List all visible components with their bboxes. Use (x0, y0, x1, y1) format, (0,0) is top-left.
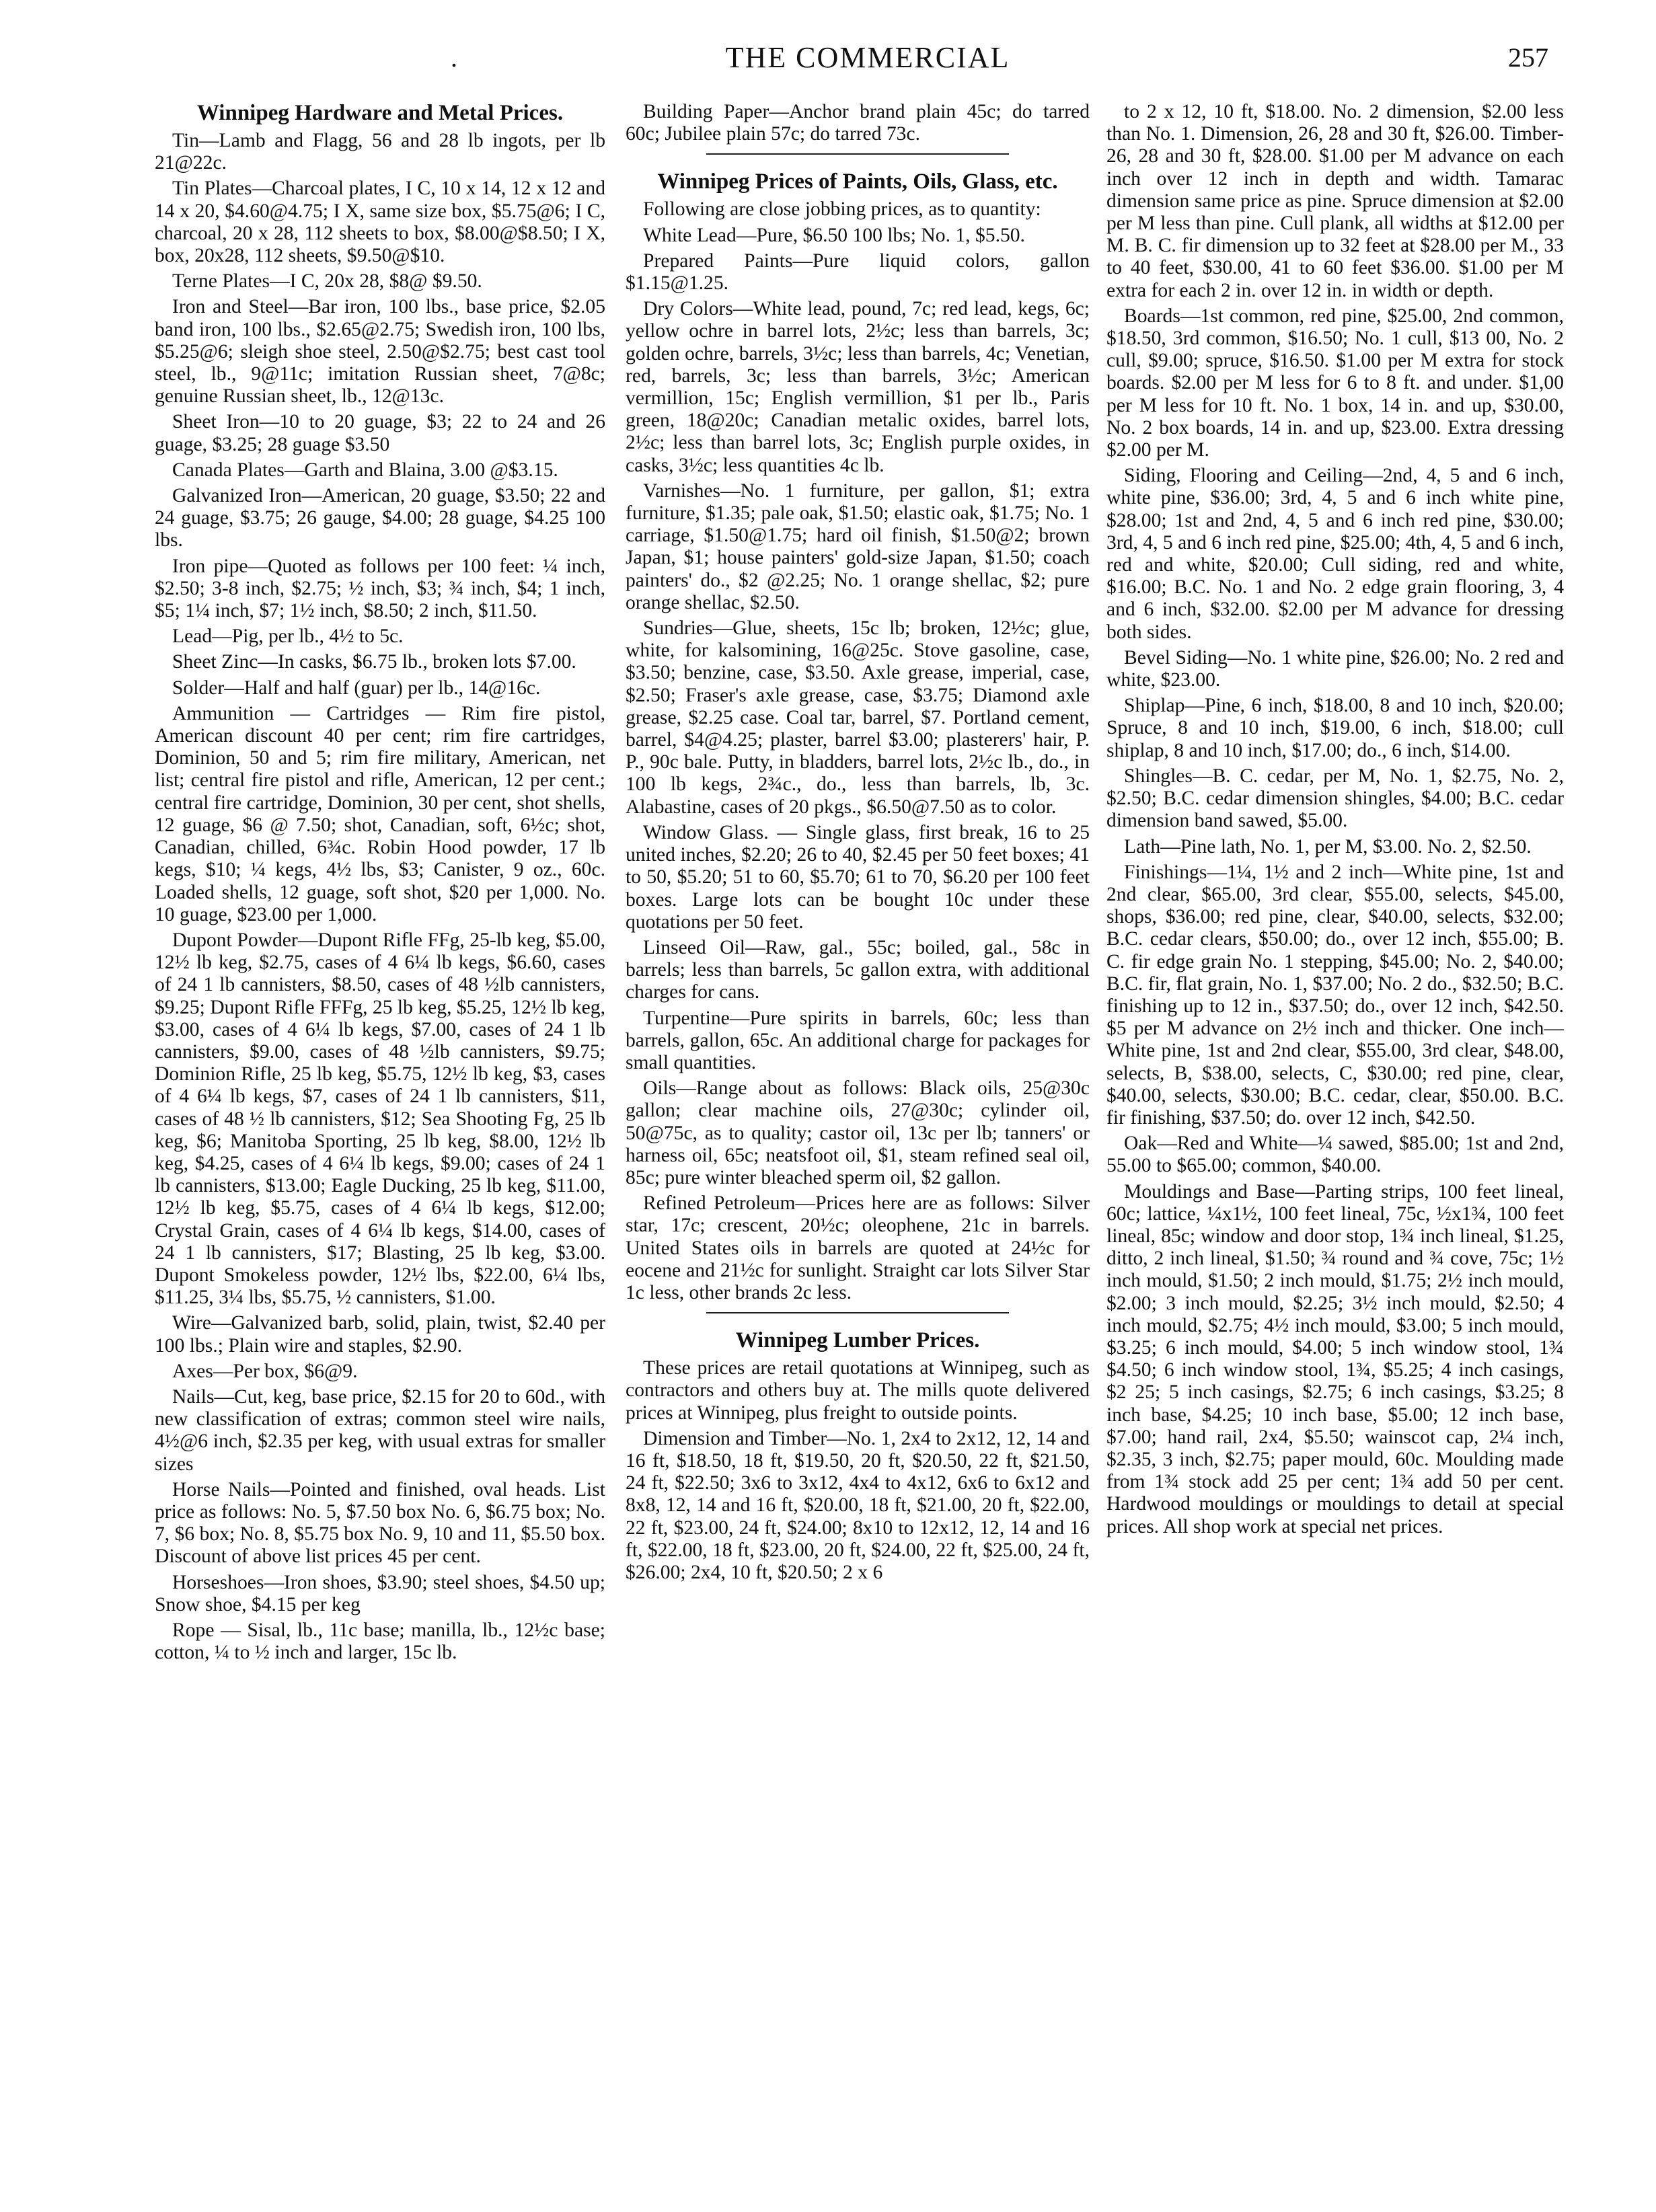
price-paragraph: Nails—Cut, keg, base price, $2.15 for 20 to 60d., with new classification of extras; common steel wire nails, 4½@6 inch, $2.35 per keg, with usual extras for smaller sizes (155, 1385, 605, 1475)
price-paragraph: Turpentine—Pure spirits in barrels, 60c; less than barrels, gallon, 65c. An additional charge for packages for small quantities. (626, 1007, 1090, 1073)
paints-prices-section (626, 198, 1090, 1304)
price-paragraph: Horse Nails—Pointed and finished, oval heads. List price as follows: No. 5, $7.50 box No. 6, $6.75 box; No. 7, $6 box; No. 8, $5.75 box No. 9, 10 and 11, $5.50 box. Discount of above list prices 45 per cent. (155, 1478, 605, 1568)
price-paragraph: Dry Colors—White lead, pound, 7c; red lead, kegs, 6c; yellow ochre in barrel lots, 2½c; less than barrels, 3c; golden ochre, barrels, 3½c; less than barrels, 4c; Venetian, red, barrels, 3c; less than barrels, 3½c; American vermillion, 15c; English vermillion, $1 per lb., Paris green, 18@20c; Canadian metalic oxides, barrel lots, 2½c; less than barrel lots, 3c; English purple oxides, in casks, 3½c; less quantities 4c lb. (626, 298, 1090, 476)
price-paragraph: Canada Plates—Garth and Blaina, 3.00 @$3.15. (172, 459, 558, 481)
price-paragraph: Rope — Sisal, lb., 11c base; manilla, lb., 12½c base; cotton, ¼ to ½ inch and larger, 15c lb. (155, 1619, 605, 1664)
building-paper-paragraph: Building Paper—Anchor brand plain 45c; do tarred 60c; Jubilee plain 57c; do tarred 73c. (626, 101, 1090, 145)
price-paragraph: Lead—Pig, per lb., 4½ to 5c. (172, 625, 404, 648)
price-paragraph: Sheet Zinc—In casks, $6.75 lb., broken lots $7.00. (172, 651, 576, 673)
price-paragraph: Tin Plates—Charcoal plates, I C, 10 x 14, 12 x 12 and 14 x 20, $4.60@4.75; I X, same size box, $5.75@6; I C, charcoal, 20 x 28, 112 sheets to box, $8.00@$8.50; I X, box, 20x28, 112 sheets, $9.50@$10. (155, 178, 605, 267)
section-divider (706, 1312, 1009, 1313)
price-paragraph: Galvanized Iron—American, 20 guage, $3.50; 22 and 24 guage, $3.75; 26 gauge, $4.00; 28 guage, $4.25 100 lbs. (155, 485, 605, 551)
price-paragraph: Solder—Half and half (guar) per lb., 14@16c. (172, 677, 541, 699)
price-paragraph: Wire—Galvanized barb, solid, plain, twist, $2.40 per 100 lbs.; Plain wire and staples, $2.90. (155, 1312, 605, 1357)
price-paragraph: White Lead—Pure, $6.50 100 lbs; No. 1, $5.50. (643, 224, 1025, 246)
price-paragraph: Linseed Oil—Raw, gal., 55c; boiled, gal., 58c in barrels; less than barrels, 5c gallon extra, with additional charges for cans. (626, 936, 1090, 1003)
price-paragraph: Tin—Lamb and Flagg, 56 and 28 lb ingots, per lb 21@22c. (155, 130, 605, 174)
price-paragraph: Oak—Red and White—¼ sawed, $85.00; 1st and 2nd, 55.00 to $65.00; common, $40.00. (1106, 1133, 1564, 1177)
price-paragraph: Refined Petroleum—Prices here are as follows: Silver star, 17c; crescent, 20½c; oleophene, 21c in barrels. United States oils in barrels are quoted at 24½c for eocene and 21½c for sunlight. Straight car lots Silver Star 1c less, other brands 2c less. (626, 1192, 1090, 1303)
section-divider (706, 153, 1009, 155)
price-paragraph: Boards—1st common, red pine, $25.00, 2nd common, $18.50, 3rd common, $16.50; No. 1 cull, $13 00, No. 2 cull, $9.00; spruce, $16.50. $1.00 per M extra for stock boards. $2.00 per M less for 6 to 8 ft. and under. $1,00 per M less for 10 ft. No. 1 box, 14 in. and up, $30.00, No. 2 box boards, 14 in. and up, $23.00. Extra dressing $2.00 per M. (1106, 305, 1564, 461)
price-paragraph: Shiplap—Pine, 6 inch, $18.00, 8 and 10 inch, $20.00; Spruce, 8 and 10 inch, $19.00, 6 inch, $18.00; cull shiplap, 8 and 10 inch, $17.00; do., 6 inch, $14.00. (1106, 695, 1564, 761)
lumber-heading: Winnipeg Lumber Prices. (735, 1328, 980, 1353)
price-paragraph: Prepared Paints—Pure liquid colors, gallon $1.15@1.25. (626, 250, 1090, 295)
hardware-prices-section (155, 130, 605, 1664)
price-paragraph: Shingles—B. C. cedar, per M, No. 1, $2.75, No. 2, $2.50; B.C. cedar dimension shingles, $4.00; B.C. cedar dimension band sawed, $5.00. (1106, 765, 1564, 832)
price-paragraph: Siding, Flooring and Ceiling—2nd, 4, 5 and 6 inch, white pine, $36.00; 3rd, 4, 5 and 6 inch white pine, $28.00; 1st and 2nd, 4, 5 and 6 inch red pine, $30.00; 3rd, 4, 5 and 6 inch red pine, $25.00; 4th, 4, 5 and 6 inch, red and white, $20.00; Cull siding, red and white, $16.00; B.C. No. 1 and No. 2 edge grain flooring, 3, 4 and 6 inch, $32.00. $2.00 per M advance for dressing both sides. (1106, 465, 1564, 643)
price-paragraph: Mouldings and Base—Parting strips, 100 feet lineal, 60c; lattice, ¼x1½, 100 feet lineal, 75c, ½x1¾, 100 feet lineal, 85c; window and door stop, 1¾ inch lineal, $1.25, ditto, 2 inch lineal, $1.50; ¾ round and ¾ cove, 75c; 1½ inch mould, $1.50; 2 inch mould, $1.75; 2½ inch mould, $2.00; 3 inch mould, $2.25; 3½ inch mould, $2.50; 4 inch mould, $2.75; 4½ inch mould, $3.00; 5 inch mould, $3.25; 6 inch mould, $4.00; 5 inch window stool, 1¾ $4.50; 6 inch window stool, 1¾, $5.25; 4 inch casings, $2 25; 5 inch casings, $2.75; 6 inch casings, $3.25; 8 inch base, $4.25; 10 inch base, $5.00; 12 inch base, $7.00; hand rail, 2x4, $5.50; wainscot cap, 2¼ inch, $2.35, 3 inch, $2.75; paper mould, 60c. Moulding made from 1¾ stock add 25 per cent; 1¾ add 50 per cent. Hardwood mouldings or mouldings to detail at special prices. All shop work at special net prices. (1106, 1180, 1564, 1537)
lumber-prices-section (626, 1357, 1090, 1584)
price-paragraph: Dimension and Timber—No. 1, 2x4 to 2x12, 12, 14 and 16 ft, $18.50, 18 ft, $19.50, 20 ft, $20.50, 22 ft, $21.50, 24 ft, $22.50; 3x6 to 3x12, 4x4 to 4x12, 6x6 to 6x12 and 8x8, 12, 14 and 16 ft, $20.00, 18 ft, $21.00, 20 ft, $22.00, 22 ft, $23.00, 24 ft, $24.00; 8x10 to 12x12, 12, 14 and 16 ft, $22.00, 18 ft, $23.00, 20 ft, $24.00, 22 ft, $25.00, 24 ft, $26.00; 2x4, 10 ft, $20.50; 2 x 6 (626, 1427, 1090, 1583)
price-paragraph: Horseshoes—Iron shoes, $3.90; steel shoes, $4.50 up; Snow shoe, $4.15 per keg (155, 1571, 605, 1615)
column-1 (155, 101, 605, 2172)
price-paragraph: Varnishes—No. 1 furniture, per gallon, $1; extra furniture, $1.35; pale oak, $1.50; elastic oak, $1.75; No. 1 carriage, $1.50@1.75; hard oil finish, $1.50@2; brown Japan, $1; house painters' gold-size Japan, $1.50; coach painters' do., $2 @2.25; No. 1 orange shellac, $2; pure orange shellac, $2.50. (626, 480, 1090, 613)
price-paragraph: Ammunition — Cartridges — Rim fire pistol, American discount 40 per cent; rim fire cartridges, Dominion, 50 and 5; rim fire military, American, net list; central fire pistol and rifle, American, 12 per cent.; central fire cartridge, Dominion, 30 per cent, shot shells, 12 guage, $6 @ 7.50; shot, Canadian, soft, 6½c; shot, Canadian, chilled, 6¾c. Robin Hood powder, 17 lb kegs, $10; ¼ kegs, 4½ lbs, $3; Canister, 9 oz., 60c. Loaded shells, 12 guage, soft shot, $20 per 1,000. No. 10 guage, $23.00 per 1,000. (155, 702, 605, 925)
column-3 (1106, 101, 1564, 2172)
price-paragraph: Iron and Steel—Bar iron, 100 lbs., base price, $2.05 band iron, 100 lbs., $2.65@2.75; Swedish iron, 100 lbs, $5.25@6; sleigh shoe steel, 2.50@$2.75; best cast tool steel, lb., 9@11c; imitation Russian sheet, 7@8c; genuine Russian sheet, lb., 12@13c. (155, 296, 605, 408)
paints-heading: Winnipeg Prices of Paints, Oils, Glass, etc. (657, 169, 1058, 194)
price-paragraph: Dupont Powder—Dupont Rifle FFg, 25-lb keg, $5.00, 12½ lb keg, $2.75, cases of 4 6¼ lb kegs, $6.60, cases of 24 1 lb cannisters, $8.50, cases of 48 ½lb cannisters, $9.25; Dupont Rifle FFFg, 25 lb keg, $5.25, 12½ lb keg, $3.00, cases of 4 6¼ lb kegs, $7.00, cases of 24 1 lb cannisters, $9.00, cases of 48 ½lb cannisters, $9.75; Dominion Rifle, 25 lb keg, $5.75, 12½ lb keg, $3, cases of 4 6¼ lb kegs, $7, cases of 24 1 lb cannisters, $11, cases of 48 ½ lb cannisters, $12; Sea Shooting Fg, 25 lb keg, $6; Manitoba Sporting, 25 lb keg, $8.00, 12½ lb keg, $4.25, cases of 4 6¼ lb kegs, $9.00; cases of 24 1 lb cannisters, $13.00; Eagle Ducking, 25 lb keg, $11.00, 12½ lb keg, $5.75, cases of 4 6¼ lb kegs, $12.00; Crystal Grain, cases of 4 6¼ lb kegs, $14.00, cases of 24 1 lb cannisters, $17; Blasting, 25 lb keg, $3.00. Dupont Smokeless powder, 12½ lbs, $22.00, 6¼ lbs, $11.25, 3¼ lbs, $5.75, ½ cannisters, $1.00. (155, 929, 605, 1309)
price-paragraph: Terne Plates—I C, 20x 28, $8@ $9.50. (172, 270, 482, 293)
price-paragraph: Iron pipe—Quoted as follows per 100 feet: ¼ inch, $2.50; 3-8 inch, $2.75; ½ inch, $3; ¾ inch, $4; 1 inch, $5; 1¼ inch, $7; 1½ inch, $8.50; 2 inch, $11.50. (155, 555, 605, 622)
running-head-title: THE COMMERCIAL (725, 41, 1010, 74)
price-paragraph: Axes—Per box, $6@9. (172, 1360, 358, 1382)
price-paragraph: Sundries—Glue, sheets, 15c lb; broken, 12½c; glue, white, for kalsomining, 16@25c. Stove gasoline, case, $3.50; benzine, case, $3.50. Axle grease, imperial, case, $2.50; Fraser's axle grease, case, $3.75; Diamond axle grease, $2.25 case. Coal tar, barrel, $7. Portland cement, barrel, $4@4.25; plaster, barrel $3.00; plasterers' hair, P. P., 90c bale. Putty, in bladders, barrel lots, 2½c lb., do., in 100 lb kegs, 2¾c., do., less than barrels, lb, 3c. Alabastine, cases of 20 pkgs., $6.50@7.50 as to color. (626, 617, 1090, 818)
price-paragraph: These prices are retail quotations at Winnipeg, such as contractors and others buy at. The mills quote delivered prices at Winnipeg, plus freight to outside points. (626, 1357, 1090, 1424)
page-number: 257 (1508, 42, 1548, 73)
price-paragraph: Bevel Siding—No. 1 white pine, $26.00; No. 2 red and white, $23.00. (1106, 646, 1564, 691)
price-paragraph: Sheet Iron—10 to 20 guage, $3; 22 to 24 and 26 guage, $3.25; 28 guage $3.50 (155, 411, 605, 455)
price-paragraph: Finishings—1¼, 1½ and 2 inch—White pine, 1st and 2nd clear, $65.00, 3rd clear, $55.00, selects, $45.00, shops, $36.00; red pine, clear, $40.00, selects, $32.00; B.C. cedar clears, $50.00; do., over 12 inch, $55.00; B. C. fir edge grain No. 1 stepping, $45.00; No. 2, $40.00; B.C. fir, flat grain, No. 1, $37.00; No. 2 do., $32.50; B.C. finishing up to 12 in., $37.50; do., over 12 inch, $42.50. $5 per M advance on 2½ inch and thicker. One inch—White pine, 1st and 2nd clear, $55.00, 3rd clear, $48.00, selects, B, $38.00, selects, C, $30.00; red pine, clear, $40.00, selects, $30.00; B.C. cedar, clear, $50.00. B.C. fir finishing, $37.50; do. over 12 inch, $42.50. (1106, 861, 1564, 1129)
hardware-heading: Winnipeg Hardware and Metal Prices. (196, 101, 564, 125)
column-2 (626, 101, 1090, 2172)
price-paragraph: Window Glass. — Single glass, first break, 16 to 25 united inches, $2.20; 26 to 40, $2.45 per 50 feet boxes; 41 to 50, $5.20; 51 to 60, $5.70; 61 to 70, $6.20 per 100 feet boxes. Large lots can be bought 10c under these quotations per 50 feet. (626, 821, 1090, 933)
lumber-prices-continued (1106, 101, 1564, 1538)
header-dot: . (451, 42, 457, 73)
price-paragraph: to 2 x 12, 10 ft, $18.00. No. 2 dimension, $2.00 less than No. 1. Dimension, 26, 28 and 30 ft, $26.00. Timber-26, 28 and 30 ft, $28.00. $1.00 per M advance on each inch over 12 inch in depth and width. Tamarac dimension same price as pine. Spruce dimension at $2.00 per M less than pine. Cull plank, all widths at $12.00 per M. B. C. fir dimension up to 32 feet at $28.00 per M., 33 to 40 feet, $30.00, 41 to 60 feet $36.00. $1.00 per M extra for each 2 in. over 12 in. in width or depth. (1106, 101, 1564, 301)
price-paragraph: Oils—Range about as follows: Black oils, 25@30c gallon; clear machine oils, 27@30c; cylinder oil, 50@75c, as to quality; castor oil, 13c per lb; tanners' or harness oil, 65c; neatsfoot oil, $1, steam refined seal oil, 85c; pure winter bleached sperm oil, $2 gallon. (626, 1077, 1090, 1188)
price-paragraph: Lath—Pine lath, No. 1, per M, $3.00. No. 2, $2.50. (1124, 835, 1532, 857)
price-paragraph: Following are close jobbing prices, as to quantity: (643, 198, 1041, 221)
